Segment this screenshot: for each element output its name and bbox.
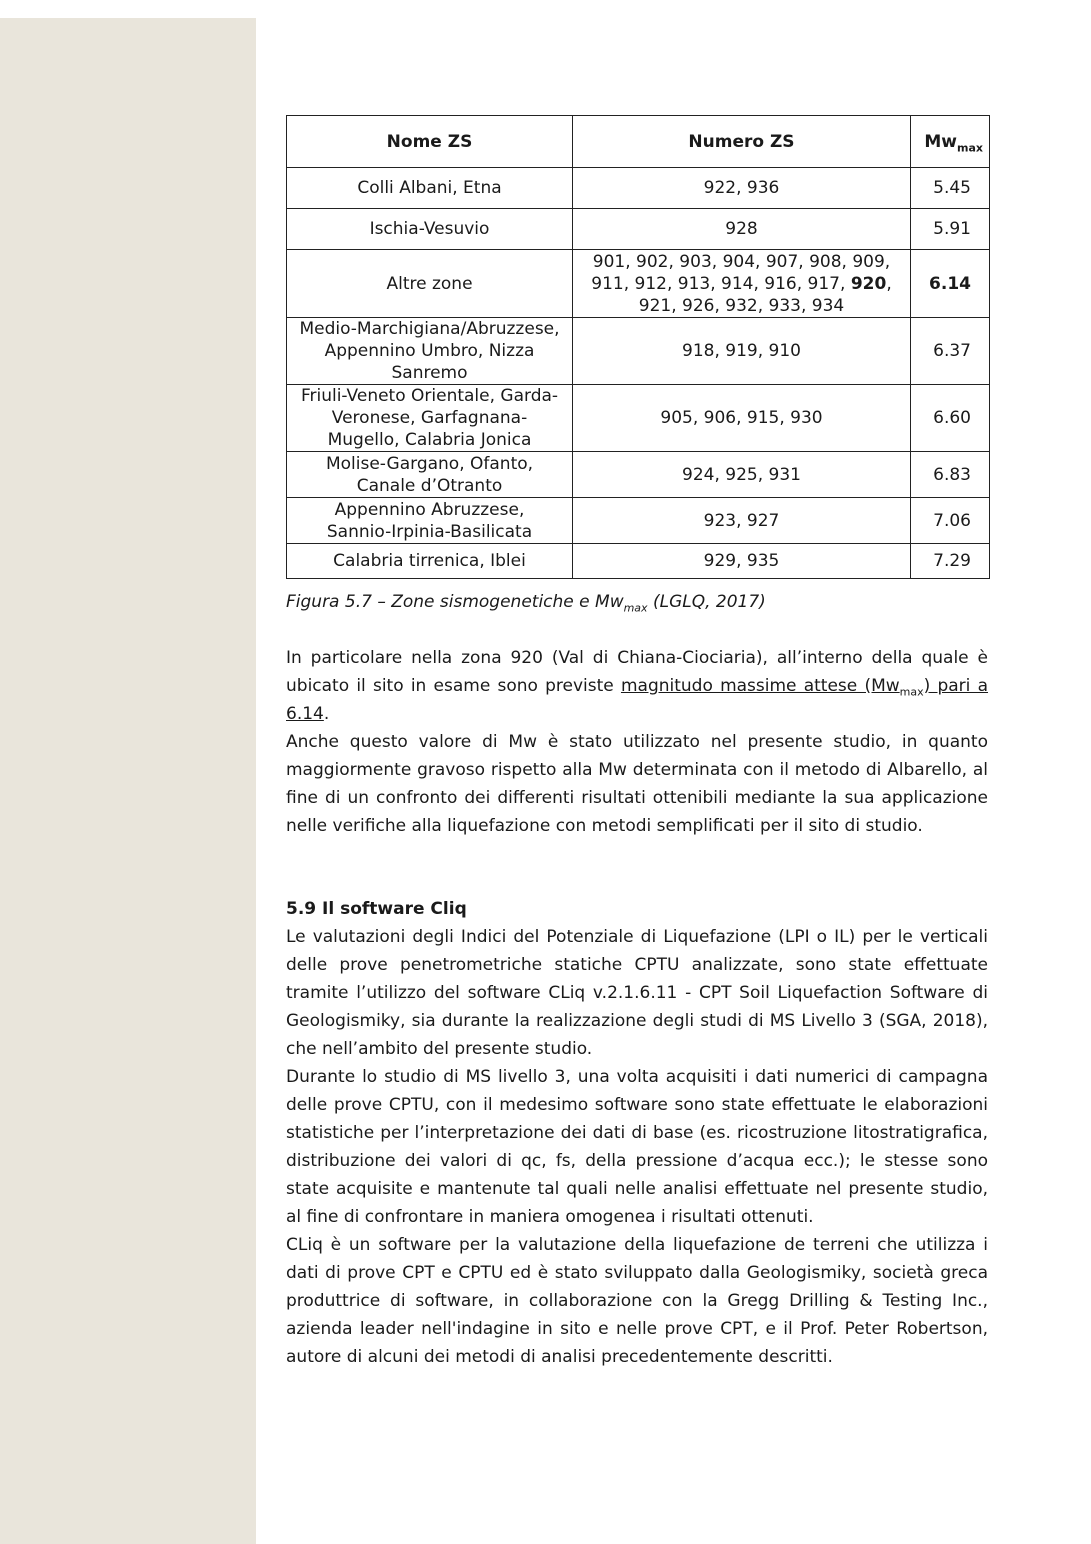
paragraph-mw-usage: Anche questo valore di Mw è stato utilizzato nel presente studio, in quanto maggiormente gravoso rispetto alla Mw determinata con il metodo di Albarello, al fine di un confronto dei differenti risultati ottenibili mediante la sua applicazione nelle verifiche alla liquefazione con metodi semplificati per il sito di studio. (286, 732, 988, 836)
cell-mwmax: 5.45 (911, 168, 990, 209)
paragraph-cliq-evaluations: Le valutazioni degli Indici del Potenziale di Liquefazione (LPI o IL) per le verticali delle prove penetrometriche statiche CPTU analizzate, sono state effettuate tramite l’utilizzo del software CLiq v.2.1.6.11 - CPT Soil Liquefaction Software di Geologismiky, sia durante la realizzazione degli studi di MS Livello 3 (SGA, 2018), che nell’ambito del presente studio. (286, 927, 988, 1059)
cell-nome: Molise-Gargano, Ofanto, Canale d’Otranto (287, 452, 573, 498)
cell-nome: Appennino Abruzzese, Sannio-Irpinia-Basilicata (287, 498, 573, 544)
cell-mwmax: 6.37 (911, 318, 990, 385)
underlined-mwmax-text: magnitudo massime attese $(Mw_{max})$ pari a 6.14 (286, 676, 989, 724)
cell-mwmax: 7.29 (911, 544, 990, 579)
highlighted-zone-number: 920 (850, 273, 887, 294)
header-mwmax: $Mw_{max}$ (911, 116, 990, 168)
header-numero-zs: Numero ZS (573, 116, 911, 168)
figure-caption: Figura 5.7 – Zone sismogenetiche e $Mw_{max}$ (LGLQ, 2017) (286, 592, 766, 615)
cell-mwmax: 5.91 (911, 209, 990, 250)
cell-numero: 928 (573, 209, 911, 250)
table-row (287, 209, 990, 250)
cell-nome: Ischia-Vesuvio (287, 209, 573, 250)
cell-numero-line: 921, 926, 932, 933, 934 (638, 295, 845, 316)
cell-numero: 929, 935 (573, 544, 911, 579)
paragraph-cliq-description: CLiq è un software per la valutazione della liquefazione de terreni che utilizza i dati di prove CPT e CPTU ed è stato sviluppato dalla Geologismiky, società greca produttrice di software, in collaborazione con la Gregg Drilling & Testing Inc., azienda leader nell'indagine in sito e nelle prove CPT, e il Prof. Peter Robertson, autore di alcuni dei metodi di analisi precedentemente descritti. (286, 1235, 988, 1367)
page-margin-band (0, 0, 256, 1544)
cell-numero: 905, 906, 915, 930 (573, 385, 911, 452)
section-heading: 5.9 Il software Cliq (286, 899, 467, 919)
table-row (287, 318, 990, 385)
cell-nome: Colli Albani, Etna (287, 168, 573, 209)
cell-numero-line: 901, 902, 903, 904, 907, 908, 909, (592, 251, 891, 272)
cell-mwmax: 6.14 (911, 250, 990, 318)
table-row (287, 250, 990, 318)
cell-mwmax: 6.60 (911, 385, 990, 452)
cell-numero: 922, 936 (573, 168, 911, 209)
table-header-row (287, 116, 990, 168)
cell-numero: 918, 919, 910 (573, 318, 911, 385)
header-nome-zs: Nome ZS (287, 116, 573, 168)
table-row (287, 168, 990, 209)
seismogenic-zones-table (286, 115, 990, 579)
table-row (287, 544, 990, 579)
cell-numero: 923, 927 (573, 498, 911, 544)
cell-mwmax: 6.83 (911, 452, 990, 498)
cell-nome: Altre zone (287, 250, 573, 318)
cell-nome: Medio-Marchigiana/Abruzzese, Appennino Umbro, Nizza Sanremo (287, 318, 573, 385)
cell-numero (573, 250, 911, 318)
cell-nome: Calabria tirrenica, Iblei (287, 544, 573, 579)
cell-numero-line: 911, 912, 913, 914, 916, 917, 920, (591, 273, 892, 294)
table-row (287, 452, 990, 498)
cell-mwmax: 7.06 (911, 498, 990, 544)
text-block-1 (286, 644, 988, 840)
text-block-2 (286, 895, 988, 1371)
table-row (287, 385, 990, 452)
cell-nome: Friuli-Veneto Orientale, Garda- Veronese, Garfagnana- Mugello, Calabria Jonica (287, 385, 573, 452)
paragraph-ms-level3: Durante lo studio di MS livello 3, una volta acquisiti i dati numerici di campagna delle prove CPTU, con il medesimo software sono state effettuate le elaborazioni statistiche per l’interpretazione dei dati di base (es. ricostruzione litostratigrafica, distribuzione dei valori di qc, fs, della pressione d’acqua ecc.); le stesse sono state acquisite e mantenute tal quali nelle analisi effettuate nel presente studio, al fine di confrontare in maniera omogenea i risultati ottenuti. (286, 1067, 988, 1227)
paragraph-zone-920: In particolare nella zona 920 (Val di Chiana-Ciociaria), all’interno della quale è ubicato il sito in esame sono previste magnitudo massime attese $(Mw_{max})$ pari a 6.14. (286, 648, 989, 724)
page-top-edge (0, 0, 256, 18)
table-row (287, 498, 990, 544)
cell-numero: 924, 925, 931 (573, 452, 911, 498)
